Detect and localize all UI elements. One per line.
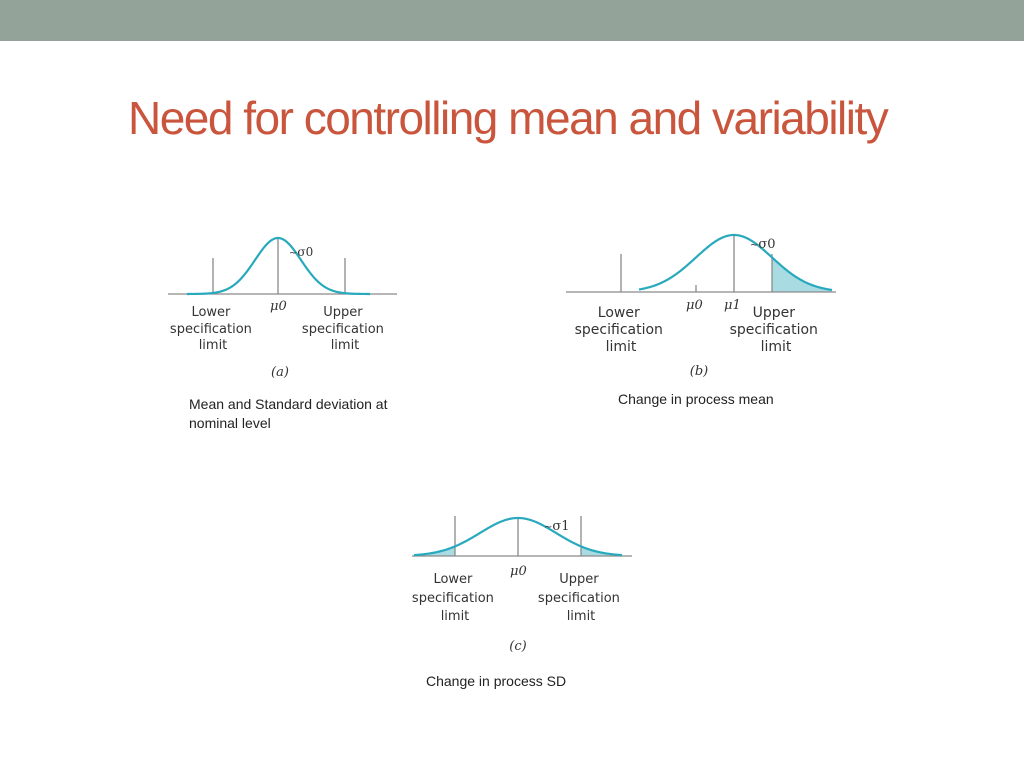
lower-spec-limit-label: Lower specification limit <box>574 305 663 355</box>
top-bar <box>0 0 1024 41</box>
caption-figure-c: Change in process SD <box>426 673 567 689</box>
sigma-label: ~σ1 <box>544 519 570 534</box>
figure-label: (b) <box>689 364 709 379</box>
figure-b <box>560 228 850 383</box>
sigma-label: ~σ0 <box>289 245 314 259</box>
upper-spec-limit-label: Upper specification limit <box>301 305 384 353</box>
mean-label: μ0 <box>510 564 527 579</box>
mean0-label: μ0 <box>686 298 703 313</box>
mean1-label: μ1 <box>724 298 741 313</box>
figure-label: (c) <box>509 639 527 654</box>
lower-spec-limit-label: Lower specification limit <box>169 305 252 353</box>
sigma-label: ~σ0 <box>750 237 776 252</box>
slide-title: Need for controlling mean and variability <box>128 92 888 144</box>
upper-tail-area <box>772 257 832 292</box>
caption-figure-b: Change in process mean <box>618 391 774 407</box>
upper-spec-limit-label: Upper specification limit <box>729 305 818 355</box>
lower-spec-limit-label: Lower specification limit <box>411 572 494 624</box>
figure-c <box>408 510 638 660</box>
caption-figure-a: Mean and Standard deviation at nominal level <box>189 396 388 431</box>
figure-label: (a) <box>271 365 289 380</box>
mean-label: μ0 <box>270 299 287 314</box>
distribution-curve <box>639 235 832 290</box>
upper-spec-limit-label: Upper specification limit <box>537 572 620 624</box>
figure-a <box>165 230 405 380</box>
